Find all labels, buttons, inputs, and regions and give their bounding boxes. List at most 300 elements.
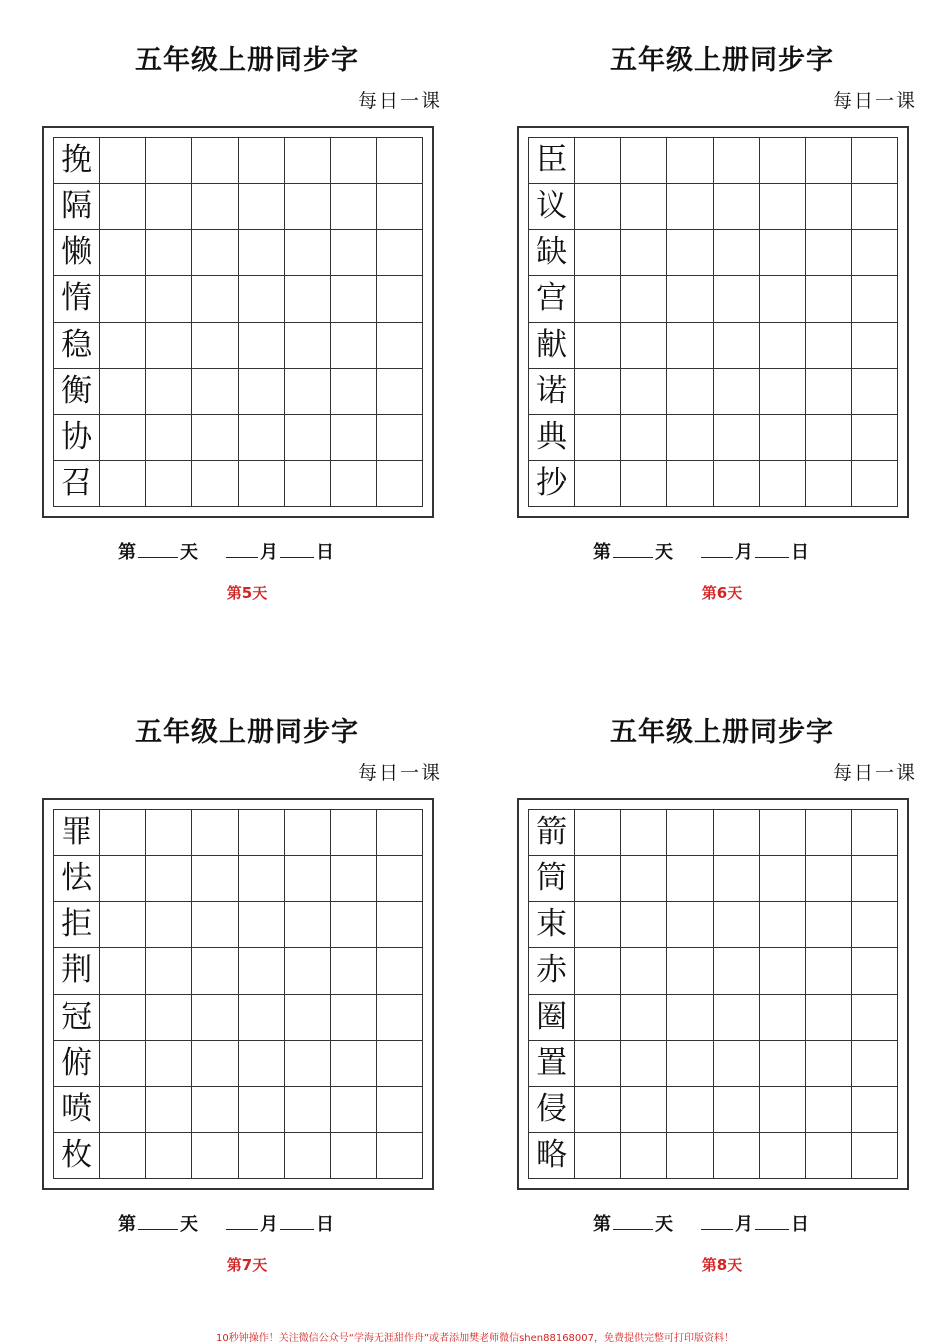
practice-cell[interactable] <box>760 1133 806 1179</box>
practice-cell[interactable] <box>806 1041 852 1087</box>
practice-cell[interactable] <box>806 948 852 994</box>
practice-cell[interactable] <box>852 856 898 902</box>
practice-cell[interactable] <box>667 138 713 184</box>
practice-cell[interactable] <box>377 1087 423 1133</box>
worksheet-panel <box>517 0 917 600</box>
practice-cell[interactable] <box>852 1087 898 1133</box>
practice-cell[interactable] <box>146 1041 192 1087</box>
practice-cell[interactable] <box>331 948 377 994</box>
practice-cell[interactable] <box>285 1087 331 1133</box>
practice-cell[interactable] <box>239 810 285 856</box>
practice-cell[interactable] <box>714 1133 760 1179</box>
practice-cell[interactable] <box>806 856 852 902</box>
model-character: 协 <box>54 415 100 461</box>
practice-cell[interactable] <box>852 184 898 230</box>
practice-cell[interactable] <box>192 856 238 902</box>
panel-subtitle: 每日一课 <box>357 90 442 112</box>
practice-cell[interactable] <box>852 810 898 856</box>
practice-cell[interactable] <box>667 995 713 1041</box>
practice-cell[interactable] <box>806 276 852 322</box>
practice-cell[interactable] <box>239 902 285 948</box>
practice-cell[interactable] <box>192 138 238 184</box>
model-character: 诺 <box>529 369 575 415</box>
practice-cell[interactable] <box>100 461 146 507</box>
practice-grid <box>528 137 898 507</box>
practice-cell[interactable] <box>852 1133 898 1179</box>
practice-cell[interactable] <box>806 415 852 461</box>
practice-cell[interactable] <box>575 184 621 230</box>
practice-cell[interactable] <box>667 369 713 415</box>
practice-cell[interactable] <box>331 230 377 276</box>
practice-cell[interactable] <box>621 323 667 369</box>
practice-cell[interactable] <box>667 1041 713 1087</box>
practice-cell[interactable] <box>575 995 621 1041</box>
panel-title: 五年级上册同步字 <box>610 717 834 748</box>
practice-cell[interactable] <box>806 902 852 948</box>
day-label: 第7天 <box>226 1256 268 1274</box>
practice-cell[interactable] <box>806 369 852 415</box>
practice-cell[interactable] <box>331 995 377 1041</box>
practice-cell[interactable] <box>100 902 146 948</box>
practice-cell[interactable] <box>714 276 760 322</box>
model-character: 冠 <box>54 995 100 1041</box>
practice-cell[interactable] <box>760 230 806 276</box>
practice-cell[interactable] <box>192 461 238 507</box>
practice-cell[interactable] <box>621 1041 667 1087</box>
practice-cell[interactable] <box>806 230 852 276</box>
practice-cell[interactable] <box>621 948 667 994</box>
practice-cell[interactable] <box>285 810 331 856</box>
footer-note: 10秒钟操作！关注微信公众号“学海无涯甜作舟”或者添加樊老师微信shen88168007，免费提供完整可打印版资料！ <box>215 1333 735 1344</box>
practice-cell[interactable] <box>667 810 713 856</box>
practice-cell[interactable] <box>377 323 423 369</box>
practice-cell[interactable] <box>285 1133 331 1179</box>
practice-cell[interactable] <box>714 184 760 230</box>
practice-cell[interactable] <box>621 415 667 461</box>
panel-title: 五年级上册同步字 <box>135 717 359 748</box>
model-character: 议 <box>529 184 575 230</box>
model-character: 拒 <box>54 902 100 948</box>
practice-cell[interactable] <box>806 323 852 369</box>
date-day-prefix: 第 <box>118 542 136 563</box>
practice-cell[interactable] <box>192 1087 238 1133</box>
practice-cell[interactable] <box>239 138 285 184</box>
practice-cell[interactable] <box>146 856 192 902</box>
practice-cell[interactable] <box>331 138 377 184</box>
date-day-suffix: 天 <box>655 542 673 563</box>
practice-cell[interactable] <box>714 230 760 276</box>
practice-cell[interactable] <box>100 138 146 184</box>
worksheet-panel <box>42 0 442 600</box>
month-blank[interactable] <box>226 1215 258 1230</box>
practice-grid-frame <box>42 126 434 518</box>
day-label: 第8天 <box>701 1256 743 1274</box>
practice-cell[interactable] <box>667 902 713 948</box>
date-month-label: 月 <box>260 542 278 563</box>
practice-cell[interactable] <box>239 369 285 415</box>
practice-cell[interactable] <box>285 461 331 507</box>
practice-cell[interactable] <box>714 810 760 856</box>
practice-cell[interactable] <box>714 323 760 369</box>
practice-cell[interactable] <box>377 369 423 415</box>
model-character: 怯 <box>54 856 100 902</box>
practice-cell[interactable] <box>285 948 331 994</box>
practice-cell[interactable] <box>760 415 806 461</box>
practice-grid-frame <box>517 126 909 518</box>
practice-cell[interactable] <box>331 323 377 369</box>
practice-cell[interactable] <box>714 461 760 507</box>
practice-cell[interactable] <box>852 948 898 994</box>
day-blank[interactable] <box>613 1215 653 1230</box>
model-character: 衡 <box>54 369 100 415</box>
practice-cell[interactable] <box>146 323 192 369</box>
date-day-suffix: 天 <box>655 1214 673 1235</box>
model-character: 隔 <box>54 184 100 230</box>
practice-cell[interactable] <box>331 810 377 856</box>
practice-cell[interactable] <box>331 369 377 415</box>
model-character: 稳 <box>54 323 100 369</box>
practice-cell[interactable] <box>285 902 331 948</box>
date-blank[interactable] <box>280 543 314 558</box>
practice-cell[interactable] <box>377 1133 423 1179</box>
practice-cell[interactable] <box>377 995 423 1041</box>
practice-cell[interactable] <box>621 138 667 184</box>
practice-cell[interactable] <box>285 856 331 902</box>
practice-cell[interactable] <box>760 948 806 994</box>
panel-title: 五年级上册同步字 <box>610 45 834 76</box>
practice-cell[interactable] <box>575 1041 621 1087</box>
practice-cell[interactable] <box>575 856 621 902</box>
practice-cell[interactable] <box>331 1133 377 1179</box>
practice-cell[interactable] <box>285 995 331 1041</box>
practice-cell[interactable] <box>760 138 806 184</box>
practice-cell[interactable] <box>806 810 852 856</box>
practice-cell[interactable] <box>621 461 667 507</box>
practice-cell[interactable] <box>146 461 192 507</box>
model-character: 束 <box>529 902 575 948</box>
practice-cell[interactable] <box>192 184 238 230</box>
model-character: 典 <box>529 415 575 461</box>
practice-cell[interactable] <box>100 995 146 1041</box>
practice-cell[interactable] <box>760 1087 806 1133</box>
practice-cell[interactable] <box>239 461 285 507</box>
practice-cell[interactable] <box>621 230 667 276</box>
practice-cell[interactable] <box>192 948 238 994</box>
practice-cell[interactable] <box>239 1041 285 1087</box>
practice-cell[interactable] <box>575 230 621 276</box>
practice-cell[interactable] <box>146 902 192 948</box>
practice-cell[interactable] <box>146 810 192 856</box>
practice-cell[interactable] <box>575 810 621 856</box>
practice-cell[interactable] <box>192 902 238 948</box>
practice-cell[interactable] <box>285 138 331 184</box>
practice-cell[interactable] <box>146 369 192 415</box>
date-month-label: 月 <box>260 1214 278 1235</box>
practice-cell[interactable] <box>285 230 331 276</box>
practice-cell[interactable] <box>239 1133 285 1179</box>
practice-cell[interactable] <box>192 230 238 276</box>
practice-grid <box>528 809 898 1179</box>
practice-cell[interactable] <box>714 1041 760 1087</box>
practice-cell[interactable] <box>377 184 423 230</box>
practice-cell[interactable] <box>377 276 423 322</box>
model-character: 喷 <box>54 1087 100 1133</box>
practice-cell[interactable] <box>192 415 238 461</box>
model-character: 置 <box>529 1041 575 1087</box>
practice-cell[interactable] <box>852 276 898 322</box>
practice-cell[interactable] <box>100 948 146 994</box>
practice-cell[interactable] <box>192 995 238 1041</box>
practice-cell[interactable] <box>575 323 621 369</box>
day-blank[interactable] <box>138 1215 178 1230</box>
practice-cell[interactable] <box>667 1133 713 1179</box>
practice-cell[interactable] <box>806 461 852 507</box>
practice-cell[interactable] <box>146 138 192 184</box>
day-blank[interactable] <box>613 543 653 558</box>
date-day-label: 日 <box>316 1214 334 1235</box>
practice-cell[interactable] <box>239 184 285 230</box>
practice-cell[interactable] <box>100 1041 146 1087</box>
practice-cell[interactable] <box>100 230 146 276</box>
practice-cell[interactable] <box>377 230 423 276</box>
practice-cell[interactable] <box>760 995 806 1041</box>
practice-cell[interactable] <box>192 369 238 415</box>
practice-cell[interactable] <box>621 369 667 415</box>
practice-cell[interactable] <box>621 1133 667 1179</box>
practice-cell[interactable] <box>377 461 423 507</box>
practice-cell[interactable] <box>100 856 146 902</box>
practice-cell[interactable] <box>331 184 377 230</box>
practice-cell[interactable] <box>575 1133 621 1179</box>
practice-cell[interactable] <box>377 138 423 184</box>
practice-cell[interactable] <box>100 369 146 415</box>
practice-cell[interactable] <box>621 995 667 1041</box>
practice-cell[interactable] <box>239 323 285 369</box>
practice-cell[interactable] <box>575 902 621 948</box>
practice-cell[interactable] <box>621 1087 667 1133</box>
model-character: 荆 <box>54 948 100 994</box>
month-blank[interactable] <box>701 1215 733 1230</box>
date-blank[interactable] <box>755 1215 789 1230</box>
practice-cell[interactable] <box>667 230 713 276</box>
practice-cell[interactable] <box>714 415 760 461</box>
practice-cell[interactable] <box>239 230 285 276</box>
practice-cell[interactable] <box>285 1041 331 1087</box>
practice-cell[interactable] <box>852 369 898 415</box>
practice-cell[interactable] <box>852 230 898 276</box>
practice-cell[interactable] <box>146 995 192 1041</box>
practice-cell[interactable] <box>192 323 238 369</box>
practice-cell[interactable] <box>621 276 667 322</box>
practice-cell[interactable] <box>621 856 667 902</box>
practice-cell[interactable] <box>146 1087 192 1133</box>
practice-cell[interactable] <box>714 902 760 948</box>
model-character: 罪 <box>54 810 100 856</box>
practice-cell[interactable] <box>100 276 146 322</box>
practice-cell[interactable] <box>239 1087 285 1133</box>
practice-grid-frame <box>517 798 909 1190</box>
practice-cell[interactable] <box>760 902 806 948</box>
practice-cell[interactable] <box>331 415 377 461</box>
practice-cell[interactable] <box>285 369 331 415</box>
model-character: 召 <box>54 461 100 507</box>
practice-cell[interactable] <box>806 138 852 184</box>
date-blank[interactable] <box>280 1215 314 1230</box>
model-character: 枚 <box>54 1133 100 1179</box>
practice-cell[interactable] <box>100 184 146 230</box>
practice-cell[interactable] <box>377 856 423 902</box>
date-day-label: 日 <box>791 542 809 563</box>
practice-cell[interactable] <box>192 1041 238 1087</box>
practice-cell[interactable] <box>760 1041 806 1087</box>
practice-cell[interactable] <box>714 856 760 902</box>
practice-cell[interactable] <box>377 810 423 856</box>
month-blank[interactable] <box>226 543 258 558</box>
practice-cell[interactable] <box>852 461 898 507</box>
practice-cell[interactable] <box>331 856 377 902</box>
practice-cell[interactable] <box>621 902 667 948</box>
date-day-suffix: 天 <box>180 1214 198 1235</box>
practice-cell[interactable] <box>192 276 238 322</box>
practice-cell[interactable] <box>667 276 713 322</box>
practice-cell[interactable] <box>667 415 713 461</box>
practice-cell[interactable] <box>667 184 713 230</box>
practice-cell[interactable] <box>806 995 852 1041</box>
practice-cell[interactable] <box>852 1041 898 1087</box>
model-character: 宫 <box>529 276 575 322</box>
date-day-suffix: 天 <box>180 542 198 563</box>
practice-cell[interactable] <box>575 276 621 322</box>
practice-cell[interactable] <box>285 323 331 369</box>
model-character: 惰 <box>54 276 100 322</box>
practice-cell[interactable] <box>760 184 806 230</box>
practice-cell[interactable] <box>714 138 760 184</box>
model-character: 献 <box>529 323 575 369</box>
practice-cell[interactable] <box>714 1087 760 1133</box>
practice-cell[interactable] <box>575 369 621 415</box>
practice-cell[interactable] <box>239 856 285 902</box>
practice-cell[interactable] <box>377 415 423 461</box>
practice-cell[interactable] <box>852 902 898 948</box>
practice-cell[interactable] <box>760 323 806 369</box>
date-day-prefix: 第 <box>593 542 611 563</box>
date-day-prefix: 第 <box>593 1214 611 1235</box>
practice-cell[interactable] <box>575 138 621 184</box>
date-month-label: 月 <box>735 542 753 563</box>
practice-cell[interactable] <box>621 184 667 230</box>
practice-cell[interactable] <box>146 230 192 276</box>
practice-cell[interactable] <box>100 1133 146 1179</box>
practice-cell[interactable] <box>575 1087 621 1133</box>
practice-cell[interactable] <box>714 369 760 415</box>
practice-cell[interactable] <box>667 1087 713 1133</box>
date-line <box>593 1210 809 1236</box>
practice-cell[interactable] <box>852 415 898 461</box>
day-label: 第6天 <box>701 584 743 602</box>
practice-cell[interactable] <box>760 276 806 322</box>
practice-cell[interactable] <box>331 1087 377 1133</box>
practice-cell[interactable] <box>575 415 621 461</box>
practice-cell[interactable] <box>806 1087 852 1133</box>
practice-cell[interactable] <box>714 995 760 1041</box>
model-character: 懒 <box>54 230 100 276</box>
practice-cell[interactable] <box>377 1041 423 1087</box>
model-character: 圈 <box>529 995 575 1041</box>
date-day-prefix: 第 <box>118 1214 136 1235</box>
practice-cell[interactable] <box>760 810 806 856</box>
practice-cell[interactable] <box>192 1133 238 1179</box>
practice-cell[interactable] <box>852 323 898 369</box>
practice-grid <box>53 809 423 1179</box>
practice-cell[interactable] <box>331 1041 377 1087</box>
practice-cell[interactable] <box>667 461 713 507</box>
practice-cell[interactable] <box>760 856 806 902</box>
practice-cell[interactable] <box>852 995 898 1041</box>
practice-cell[interactable] <box>146 1133 192 1179</box>
practice-cell[interactable] <box>239 415 285 461</box>
day-label: 第5天 <box>226 584 268 602</box>
practice-cell[interactable] <box>146 415 192 461</box>
practice-cell[interactable] <box>146 276 192 322</box>
panel-subtitle: 每日一课 <box>832 90 917 112</box>
month-blank[interactable] <box>701 543 733 558</box>
practice-cell[interactable] <box>331 276 377 322</box>
model-character: 抄 <box>529 461 575 507</box>
practice-cell[interactable] <box>285 276 331 322</box>
practice-cell[interactable] <box>377 902 423 948</box>
practice-cell[interactable] <box>285 415 331 461</box>
practice-cell[interactable] <box>806 184 852 230</box>
practice-cell[interactable] <box>667 323 713 369</box>
practice-cell[interactable] <box>852 138 898 184</box>
panel-subtitle: 每日一课 <box>357 762 442 784</box>
practice-cell[interactable] <box>575 948 621 994</box>
practice-cell[interactable] <box>239 276 285 322</box>
practice-cell[interactable] <box>100 415 146 461</box>
date-month-label: 月 <box>735 1214 753 1235</box>
practice-cell[interactable] <box>714 948 760 994</box>
model-character: 臣 <box>529 138 575 184</box>
model-character: 缺 <box>529 230 575 276</box>
practice-cell[interactable] <box>621 810 667 856</box>
date-day-label: 日 <box>316 542 334 563</box>
model-character: 箭 <box>529 810 575 856</box>
date-blank[interactable] <box>755 543 789 558</box>
practice-cell[interactable] <box>239 948 285 994</box>
practice-cell[interactable] <box>192 810 238 856</box>
practice-cell[interactable] <box>100 1087 146 1133</box>
practice-cell[interactable] <box>239 995 285 1041</box>
practice-cell[interactable] <box>575 461 621 507</box>
date-line <box>118 538 334 564</box>
practice-cell[interactable] <box>667 948 713 994</box>
practice-cell[interactable] <box>146 184 192 230</box>
practice-cell[interactable] <box>760 369 806 415</box>
practice-grid <box>53 137 423 507</box>
practice-cell[interactable] <box>100 323 146 369</box>
day-blank[interactable] <box>138 543 178 558</box>
practice-cell[interactable] <box>760 461 806 507</box>
practice-cell[interactable] <box>331 902 377 948</box>
practice-cell[interactable] <box>100 810 146 856</box>
practice-cell[interactable] <box>146 948 192 994</box>
practice-cell[interactable] <box>806 1133 852 1179</box>
practice-cell[interactable] <box>667 856 713 902</box>
practice-cell[interactable] <box>377 948 423 994</box>
practice-cell[interactable] <box>331 461 377 507</box>
worksheet-panel <box>517 672 917 1272</box>
practice-cell[interactable] <box>285 184 331 230</box>
